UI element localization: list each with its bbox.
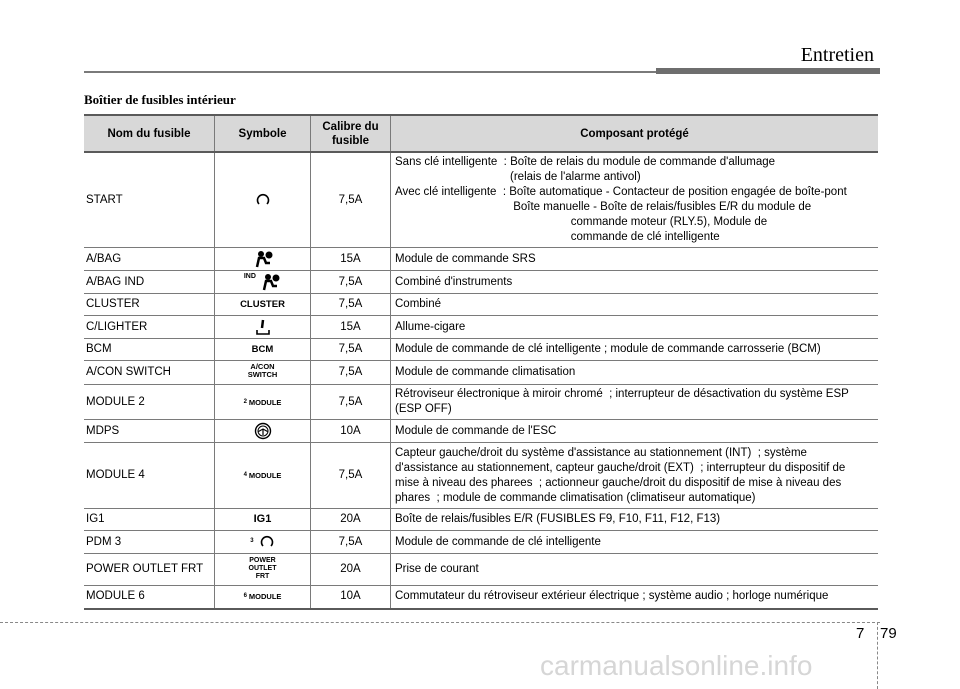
fuse-component: Module de commande de clé intelligente xyxy=(391,531,879,554)
table-row xyxy=(84,443,878,509)
fuse-component: Capteur gauche/droit du système d'assistance au stationnement (INT) ; système d'assistance au stationnement, capteur gauche/droit (EXT) ; interrupteur du dispositif de mise à niveau des pharees ; actionneur gauche/droit du dispositif de mise à niveau des phares ; module de commande climatisation (climatiseur automatique) xyxy=(391,443,879,509)
fuse-symbol xyxy=(215,554,311,586)
symbol-superscript: 6 xyxy=(243,593,247,600)
table-row xyxy=(84,152,878,248)
fuse-name: BCM xyxy=(84,339,215,361)
symbol-label: IG1 xyxy=(253,513,272,525)
fuse-component: Allume-cigare xyxy=(391,316,879,339)
fuse-symbol xyxy=(215,385,311,420)
fuse-component: Combiné d'instruments xyxy=(391,271,879,294)
steering-wheel-icon xyxy=(254,422,272,440)
table-row xyxy=(84,586,878,609)
fuse-rating: 7,5A xyxy=(311,294,391,316)
symbol-label: MODULE xyxy=(248,397,282,407)
symbol-label: MODULE xyxy=(248,592,282,602)
fuse-name: MODULE 4 xyxy=(84,443,215,509)
fuse-rating: 10A xyxy=(311,586,391,609)
fuse-rating: 7,5A xyxy=(311,271,391,294)
fuse-symbol xyxy=(215,443,311,509)
fuse-table xyxy=(84,114,878,610)
fuse-component: Combiné xyxy=(391,294,879,316)
fuse-component: Module de commande SRS xyxy=(391,248,879,271)
fuse-symbol xyxy=(215,294,311,316)
table-row xyxy=(84,339,878,361)
footer-dashed-divider xyxy=(877,622,878,689)
fuse-component: Boîte de relais/fusibles E/R (FUSIBLES F9, F10, F11, F12, F13) xyxy=(391,509,879,531)
section-title: Boîtier de fusibles intérieur xyxy=(84,92,236,107)
table-row xyxy=(84,554,878,586)
table-row xyxy=(84,420,878,443)
symbol-label: CLUSTER xyxy=(240,299,285,310)
symbol-label: A/CON SWITCH xyxy=(247,362,278,379)
header-rule xyxy=(84,71,656,73)
fuse-component: Sans clé intelligente : Boîte de relais du module de commande d'allumage (relais de l'alarme antivol) Avec clé intelligente : Boîte automatique - Contacteur de position engagée de boîte-pont Boîte manuelle - Boîte de relais/fusibles E/R du module de commande moteur (RLY.5), Module de commande de clé intelligente xyxy=(391,152,879,248)
column-header-component: Composant protégé xyxy=(391,115,879,152)
table-row xyxy=(84,361,878,385)
fuse-component: Prise de courant xyxy=(391,554,879,586)
fuse-name: PDM 3 xyxy=(84,531,215,554)
fuse-symbol xyxy=(215,586,311,609)
key-icon xyxy=(259,534,275,550)
fuse-symbol xyxy=(215,361,311,385)
fuse-component: Rétroviseur électronique à miroir chromé ; interrupteur de désactivation du système ESP (ESP OFF) xyxy=(391,385,879,420)
fuse-rating: 15A xyxy=(311,248,391,271)
symbol-label: BCM xyxy=(251,344,274,355)
fuse-rating: 7,5A xyxy=(311,443,391,509)
footer-dashed-rule xyxy=(0,622,880,623)
watermark: carmanualsonline.info xyxy=(540,650,813,681)
fuse-name: CLUSTER xyxy=(84,294,215,316)
fuse-name: A/BAG xyxy=(84,248,215,271)
fuse-name: MDPS xyxy=(84,420,215,443)
fuse-name: A/BAG IND xyxy=(84,271,215,294)
fuse-component: Module de commande de clé intelligente ; module de commande carrosserie (BCM) xyxy=(391,339,879,361)
fuse-symbol xyxy=(215,509,311,531)
table-row xyxy=(84,248,878,271)
fuse-component: Module de commande climatisation xyxy=(391,361,879,385)
table-row xyxy=(84,531,878,554)
symbol-label: MODULE xyxy=(248,471,282,480)
fuse-rating: 7,5A xyxy=(311,339,391,361)
column-header-symbol: Symbole xyxy=(215,115,311,152)
fuse-rating: 7,5A xyxy=(311,531,391,554)
table-row xyxy=(84,271,878,294)
key-icon xyxy=(255,192,271,208)
fuse-rating: 7,5A xyxy=(311,361,391,385)
fuse-name: MODULE 2 xyxy=(84,385,215,420)
fuse-name: A/CON SWITCH xyxy=(84,361,215,385)
fuse-component: Module de commande de l'ESC xyxy=(391,420,879,443)
fuse-name: POWER OUTLET FRT xyxy=(84,554,215,586)
table-row xyxy=(84,316,878,339)
fuse-rating: 7,5A xyxy=(311,152,391,248)
fuse-symbol xyxy=(215,420,311,443)
symbol-superscript: 4 xyxy=(243,472,247,478)
fuse-rating: 10A xyxy=(311,420,391,443)
fuse-component: Commutateur du rétroviseur extérieur électrique ; système audio ; horloge numérique xyxy=(391,586,879,609)
page-number: 79 xyxy=(880,625,897,642)
symbol-label: IND xyxy=(243,273,256,280)
airbag-icon xyxy=(252,250,274,268)
symbol-superscript: 2 xyxy=(243,398,247,405)
fuse-name: MODULE 6 xyxy=(84,586,215,609)
fuse-name: START xyxy=(84,152,215,248)
cigar-lighter-icon xyxy=(255,318,271,336)
chapter-title: Entretien xyxy=(800,44,874,66)
fuse-rating: 20A xyxy=(311,509,391,531)
fuse-rating: 7,5A xyxy=(311,385,391,420)
fuse-name: C/LIGHTER xyxy=(84,316,215,339)
column-header-name: Nom du fusible xyxy=(84,115,215,152)
header-rule-thick xyxy=(656,68,880,74)
table-row xyxy=(84,509,878,531)
column-header-rating: Calibre du fusible xyxy=(311,115,391,152)
chapter-number: 7 xyxy=(856,625,865,642)
fuse-symbol xyxy=(215,339,311,361)
fuse-symbol xyxy=(215,248,311,271)
fuse-symbol xyxy=(215,271,311,294)
table-row xyxy=(84,385,878,420)
fuse-symbol xyxy=(215,531,311,554)
fuse-rating: 15A xyxy=(311,316,391,339)
symbol-superscript: 3 xyxy=(250,537,254,544)
fuse-symbol xyxy=(215,152,311,248)
fuse-rating: 20A xyxy=(311,554,391,586)
table-row xyxy=(84,294,878,316)
airbag-ind-icon xyxy=(259,273,281,291)
fuse-name: IG1 xyxy=(84,509,215,531)
fuse-symbol xyxy=(215,316,311,339)
symbol-label: POWER OUTLET FRT xyxy=(248,556,277,580)
table-header-row xyxy=(84,115,878,152)
